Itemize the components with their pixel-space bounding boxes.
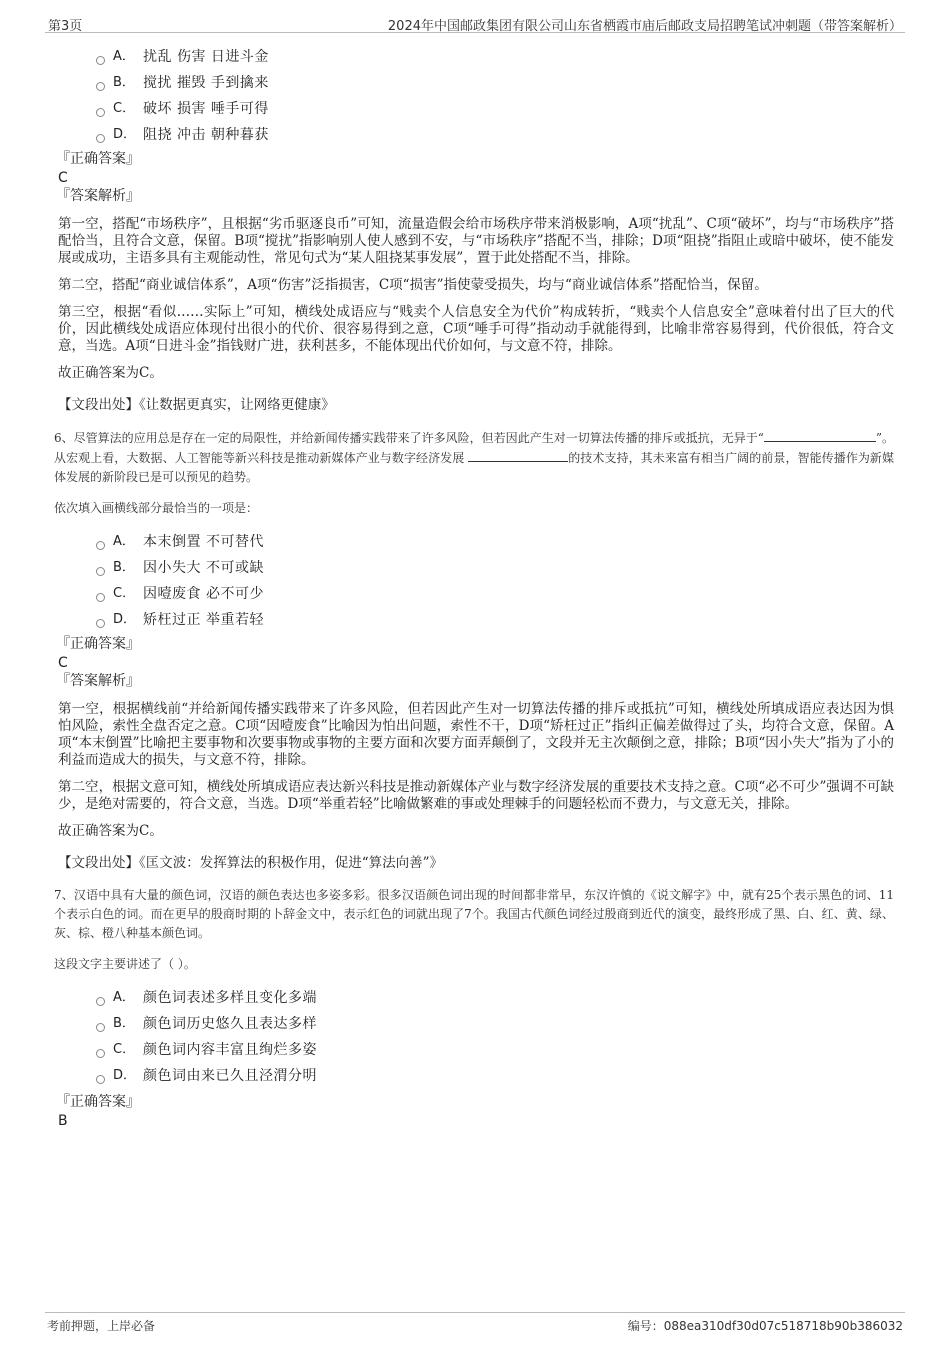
- radio-icon[interactable]: [96, 134, 105, 143]
- q5-analysis-3: 第三空，根据“看似……实际上”可知，横线处成语应与“贱卖个人信息安全为代价”构成转折，“贱卖个人信息安全”意味着付出了巨大的代价，因此横线处成语应体现付出很小的代价、很容易得到之意，C项“唾手可得”指动动手就能得到，比喻非常容易得到，代价很低，符合文意，当选。A项“日进斗金”指钱财广进，获利甚多，不能体现出代价如何，与文意不符，排除。: [58, 304, 894, 354]
- q6-analysis-2: 第二空，根据文意可知，横线处所填成语应表达新兴科技是推动新媒体产业与数字经济发展的重要技术支持之意。C项“必不可少”强调不可缺少，是绝对需要的，符合文意，当选。D项“举重若轻”比喻做繁难的事或处理棘手的问题轻松而不费力，与文意无关，排除。: [58, 779, 894, 812]
- radio-icon[interactable]: [96, 108, 105, 117]
- page-footer: [45, 1312, 905, 1337]
- q5-analysis-label: 『答案解析』: [56, 188, 140, 204]
- q7-option-a[interactable]: A． 颜色词表述多样且变化多端: [96, 985, 894, 1011]
- document-code: 编号：088ea310df30d07c518718b90b386032: [627, 1319, 903, 1333]
- q5-option-a[interactable]: A． 扰乱 伤害 日进斗金: [96, 44, 894, 70]
- q6-answer: C: [58, 655, 68, 671]
- q6-analysis-3: 故正确答案为C。: [58, 823, 163, 839]
- q6-answer-label: 『正确答案』: [56, 636, 140, 652]
- radio-icon[interactable]: [96, 619, 105, 628]
- q7-option-d[interactable]: D． 颜色词由来已久且泾渭分明: [96, 1063, 894, 1089]
- q5-source: 【文段出处】《让数据更真实，让网络更健康》: [58, 397, 335, 413]
- q6-option-a[interactable]: A． 本末倒置 不可替代: [96, 529, 894, 555]
- q5-analysis-1: 第一空，搭配“市场秩序”，且根据“劣币驱逐良币”可知，流量造假会给市场秩序带来消极影响，A项“扰乱”、C项“破坏”，均与“市场秩序”搭配恰当，且符合文意，保留。B项“搅扰”指影响别人使人感到不安，与“市场秩序”搭配不当，排除；D项“阻挠”指阻止或暗中破坏，使不能发展或成功，主语多具有主观能动性，常见句式为“某人阻挠某事发展”，置于此处搭配不当，排除。: [58, 216, 894, 266]
- page-number: 第3页: [48, 19, 83, 34]
- radio-icon[interactable]: [96, 1023, 105, 1032]
- radio-icon[interactable]: [96, 567, 105, 576]
- footer-slogan: 考前押题，上岸必备: [47, 1319, 156, 1333]
- q7-stem: 7、汉语中具有大量的颜色词，汉语的颜色表达也多姿多彩。很多汉语颜色词出现的时间都非常早，东汉许慎的《说文解字》中，就有25个表示黑色的词、11个表示白色的词。而在更早的殷商时期的卜辞金文中，表示红色的词就出现了7个。我国古代颜色词经过殷商到近代的演变，最终形成了黑、白、红、黄、绿、灰、棕、橙八种基本颜色词。: [54, 888, 894, 940]
- q6-options: [96, 529, 894, 633]
- radio-icon[interactable]: [96, 56, 105, 65]
- q6-prompt: 依次填入画横线部分最恰当的一项是：: [54, 501, 259, 515]
- radio-icon[interactable]: [96, 541, 105, 550]
- blank-line[interactable]: [764, 428, 876, 442]
- radio-icon[interactable]: [96, 997, 105, 1006]
- page-content: [56, 44, 894, 1130]
- radio-icon[interactable]: [96, 1049, 105, 1058]
- q5-option-b[interactable]: B． 搅扰 摧毁 手到擒来: [96, 70, 894, 96]
- document-title: 2024年中国邮政集团有限公司山东省栖霞市庙后邮政支局招聘笔试冲刺题（带答案解析）: [387, 19, 902, 34]
- q6-analysis-label: 『答案解析』: [56, 673, 140, 689]
- q5-analysis-4: 故正确答案为C。: [58, 365, 163, 381]
- radio-icon[interactable]: [96, 82, 105, 91]
- page-header: [45, 12, 905, 33]
- q7-options: [96, 985, 894, 1089]
- q7-answer-label: 『正确答案』: [56, 1094, 140, 1110]
- radio-icon[interactable]: [96, 593, 105, 602]
- q5-option-c[interactable]: C． 破坏 损害 唾手可得: [96, 96, 894, 122]
- q5-options: [96, 44, 894, 148]
- q6-stem: 6、尽管算法的应用总是存在一定的局限性，并给新闻传播实践带来了许多风险，但若因此产生对一切算法传播的排斥或抵抗，无异于“ ”。从宏观上看，大数据、人工智能等新兴科技是推动新媒体产业与数字经济发展 的技术支持，其未来富有相当广阔的前景，智能传播作为新媒体发展的新阶段已是可以预见的趋势。: [54, 428, 894, 487]
- blank-line[interactable]: [468, 448, 568, 462]
- q5-answer: C: [58, 170, 68, 186]
- q5-option-d[interactable]: D． 阻挠 冲击 朝种暮获: [96, 122, 894, 148]
- q7-option-c[interactable]: C． 颜色词内容丰富且绚烂多姿: [96, 1037, 894, 1063]
- q5-analysis-2: 第二空，搭配“商业诚信体系”，A项“伤害”泛指损害，C项“损害”指使蒙受损失，均与“商业诚信体系”搭配恰当，保留。: [58, 277, 768, 293]
- q7-answer: B: [58, 1113, 68, 1129]
- q7-prompt: 这段文字主要讲述了（ ）。: [54, 957, 196, 971]
- q6-option-d[interactable]: D． 矫枉过正 举重若轻: [96, 607, 894, 633]
- q5-answer-label: 『正确答案』: [56, 151, 140, 167]
- q6-option-b[interactable]: B． 因小失大 不可或缺: [96, 555, 894, 581]
- q6-source: 【文段出处】《匡文波：发挥算法的积极作用，促进“算法向善”》: [58, 855, 444, 871]
- radio-icon[interactable]: [96, 1075, 105, 1084]
- q6-analysis-1: 第一空，根据横线前“并给新闻传播实践带来了许多风险，但若因此产生对一切算法传播的排斥或抵抗”可知，横线处所填成语应表达因为惧怕风险，索性全盘否定之意。C项“因噎废食”比喻因为怕出问题，索性不干，D项“矫枉过正”指纠正偏差做得过了头，均符合文意，保留。A项“本末倒置”比喻把主要事物和次要事物或事物的主要方面和次要方面弄颠倒了，文段并无主次颠倒之意，排除；B项“因小失大”指为了小的利益而造成大的损失，与文意不符，排除。: [58, 701, 894, 768]
- q6-option-c[interactable]: C． 因噎废食 必不可少: [96, 581, 894, 607]
- q7-option-b[interactable]: B． 颜色词历史悠久且表达多样: [96, 1011, 894, 1037]
